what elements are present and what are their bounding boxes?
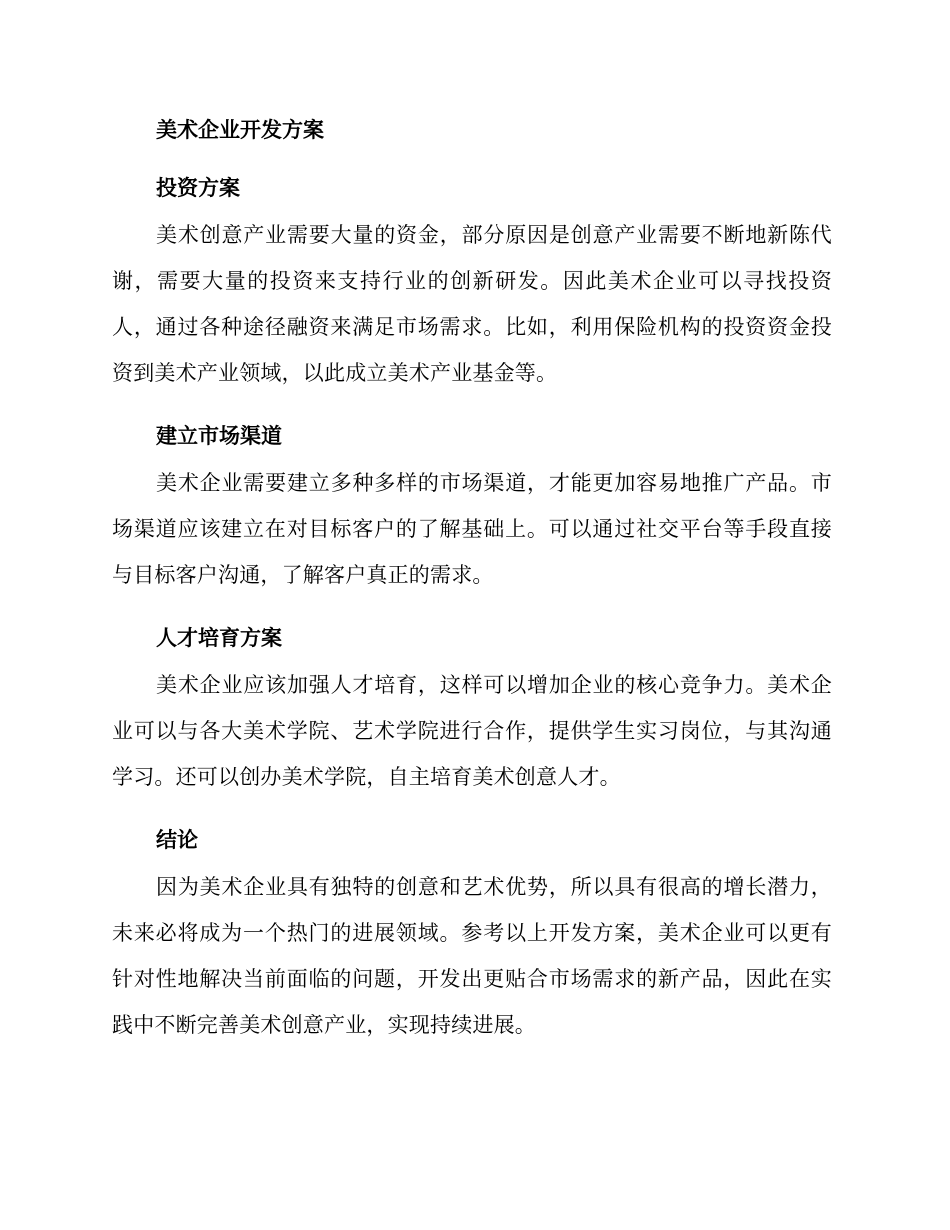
section-heading-conclusion: 结论: [156, 828, 198, 852]
section-heading-talent: 人才培育方案: [156, 626, 282, 650]
section-body-investment: 美术创意产业需要大量的资金，部分原因是创意产业需要不断地新陈代谢，需要大量的投资来支持行业的创新研发。因此美术企业可以寻找投资人，通过各种途径融资来满足市场需求。比如，利用保险机构的投资资金投资到美术产业领域，以此成立美术产业基金等。: [112, 223, 832, 385]
section-heading-market-channels: 建立市场渠道: [156, 424, 282, 448]
section-body-market-channels: 美术企业需要建立多种多样的市场渠道，才能更加容易地推广产品。市场渠道应该建立在对目标客户的了解基础上。可以通过社交平台等手段直接与目标客户沟通，了解客户真正的需求。: [112, 471, 832, 587]
document-title: 美术企业开发方案: [156, 118, 324, 142]
section-body-conclusion: 因为美术企业具有独特的创意和艺术优势，所以具有很高的增长潜力，未来必将成为一个热门的进展领域。参考以上开发方案，美术企业可以更有针对性地解决当前面临的问题，开发出更贴合市场需求的新产品，因此在实践中不断完善美术创意产业，实现持续进展。: [112, 875, 832, 1037]
section-heading-investment: 投资方案: [156, 176, 240, 200]
document-content: [112, 112, 832, 1048]
section-body-talent: 美术企业应该加强人才培育，这样可以增加企业的核心竞争力。美术企业可以与各大美术学院、艺术学院进行合作，提供学生实习岗位，与其沟通学习。还可以创办美术学院，自主培育美术创意人才。: [112, 673, 832, 789]
